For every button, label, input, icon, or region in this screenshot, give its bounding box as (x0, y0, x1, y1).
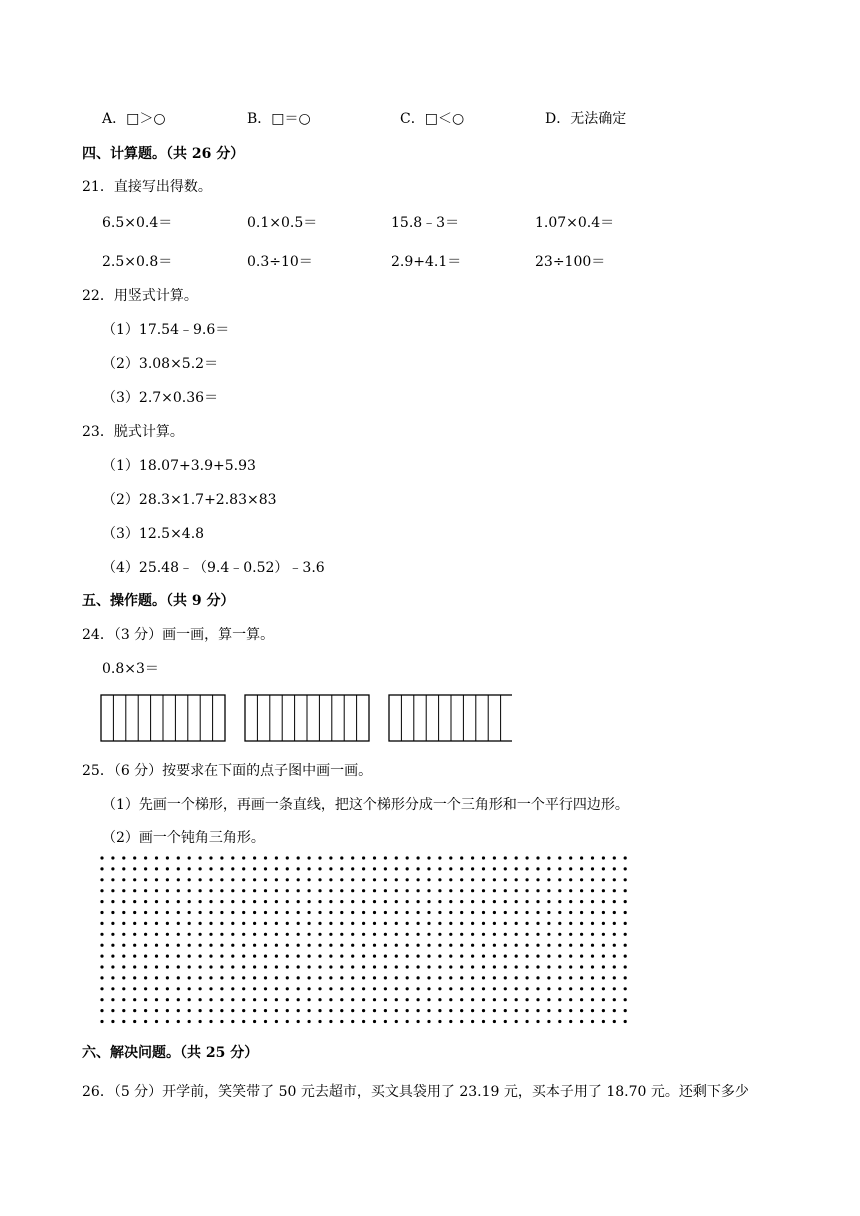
q23-item: （4）25.48﹣（9.4﹣0.52）﹣3.6 (102, 560, 325, 576)
column-box (245, 695, 369, 741)
option-d: D．无法确定 (545, 111, 627, 127)
column-boxes-figure (100, 694, 512, 744)
q21-item: 1.07×0.4＝ (535, 215, 615, 231)
q21-item: 6.5×0.4＝ (102, 215, 173, 231)
q22-item: （1）17.54﹣9.6＝ (102, 322, 230, 338)
question-22-title: 22．用竖式计算。 (82, 288, 198, 304)
option-c: C．□＜○ (400, 111, 465, 127)
section-heading-5: 五、操作题。（共 9 分） (82, 593, 235, 609)
q21-item: 0.1×0.5＝ (247, 215, 318, 231)
question-26-text: 26．（5 分）开学前，笑笑带了 50 元去超市，买文具袋用了 23.19 元，买本子用了 18.70 元。还剩下多少 (82, 1084, 749, 1100)
dot-grid (98, 854, 634, 1034)
question-25-title: 25．（6 分）按要求在下面的点子图中画一画。 (82, 763, 373, 779)
option-b: B．□＝○ (247, 111, 311, 127)
q21-item: 15.8﹣3＝ (391, 215, 460, 231)
q22-item: （2）3.08×5.2＝ (102, 356, 219, 372)
question-24-title: 24．（3 分）画一画，算一算。 (82, 627, 275, 643)
question-21-title: 21．直接写出得数。 (82, 179, 212, 195)
section-heading-6: 六、解决问题。（共 25 分） (82, 1045, 259, 1061)
q21-item: 2.9+4.1＝ (391, 254, 462, 270)
q21-item: 23÷100＝ (535, 254, 606, 270)
q21-item: 2.5×0.8＝ (102, 254, 173, 270)
q23-item: （1）18.07+3.9+5.93 (102, 458, 256, 474)
option-a: A．□＞○ (102, 111, 166, 127)
q23-item: （3）12.5×4.8 (102, 526, 205, 542)
q23-item: （2）28.3×1.7+2.83×83 (102, 492, 277, 508)
q21-item: 0.3÷10＝ (247, 254, 313, 270)
q24-expression: 0.8×3＝ (102, 661, 159, 677)
q22-item: （3）2.7×0.36＝ (102, 390, 219, 406)
column-box (101, 695, 225, 741)
q25-item: （2）画一个钝角三角形。 (102, 830, 265, 846)
question-23-title: 23．脱式计算。 (82, 424, 184, 440)
column-box (389, 695, 512, 741)
section-heading-4: 四、计算题。（共 26 分） (82, 146, 245, 162)
q25-item: （1）先画一个梯形，再画一条直线，把这个梯形分成一个三角形和一个平行四边形。 (102, 797, 629, 813)
